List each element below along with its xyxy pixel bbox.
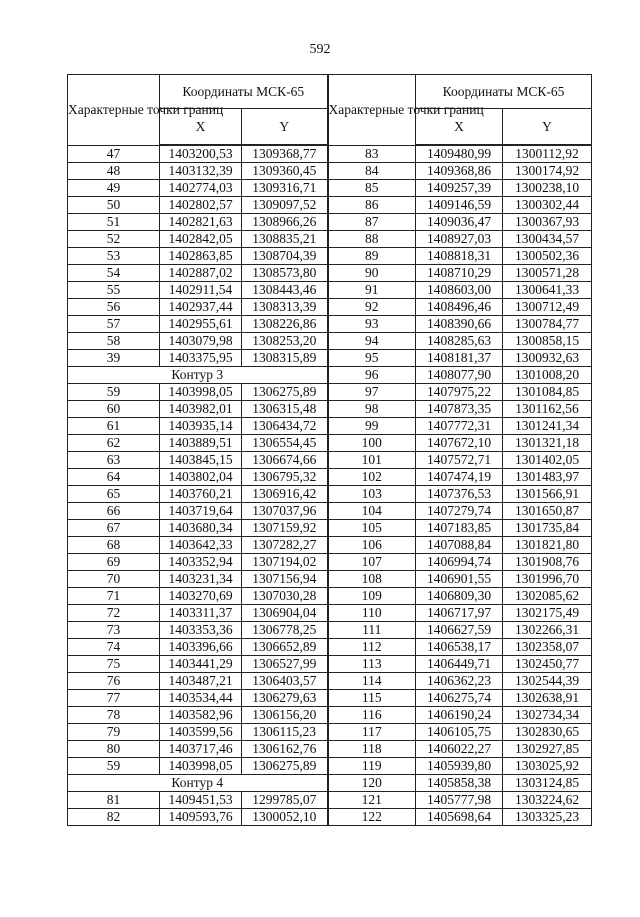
y-coordinate-cell: 1302085,62 (503, 588, 592, 605)
x-coordinate-cell: 1402887,02 (160, 265, 242, 282)
x-coordinate-cell: 1408710,29 (416, 265, 503, 282)
y-coordinate-cell: 1309097,52 (242, 197, 328, 214)
x-coordinate-cell: 1403982,01 (160, 401, 242, 418)
point-number-cell: 100 (328, 435, 416, 452)
y-coordinate-cell: 1300112,92 (503, 145, 592, 163)
x-coordinate-cell: 1403935,14 (160, 418, 242, 435)
header-y-left: Y (242, 109, 328, 146)
x-coordinate-cell: 1403200,53 (160, 145, 242, 163)
x-coordinate-cell: 1408077,90 (416, 367, 503, 384)
point-number-cell: 85 (328, 180, 416, 197)
y-coordinate-cell: 1306315,48 (242, 401, 328, 418)
point-number-cell: 91 (328, 282, 416, 299)
y-coordinate-cell: 1300302,44 (503, 197, 592, 214)
x-coordinate-cell: 1406275,74 (416, 690, 503, 707)
point-number-cell: 62 (68, 435, 160, 452)
point-number-cell: 99 (328, 418, 416, 435)
point-number-cell: 84 (328, 163, 416, 180)
x-coordinate-cell: 1403760,21 (160, 486, 242, 503)
x-coordinate-cell: 1402774,03 (160, 180, 242, 197)
page-number: 592 (309, 42, 331, 57)
table-row (68, 418, 592, 435)
y-coordinate-cell: 1308573,80 (242, 265, 328, 282)
table-row (68, 707, 592, 724)
y-coordinate-cell: 1300784,77 (503, 316, 592, 333)
point-number-cell: 122 (328, 809, 416, 826)
point-number-cell: 101 (328, 452, 416, 469)
point-number-cell: 110 (328, 605, 416, 622)
point-number-cell: 88 (328, 231, 416, 248)
x-coordinate-cell: 1407975,22 (416, 384, 503, 401)
table-row (68, 180, 592, 197)
point-number-cell: 76 (68, 673, 160, 690)
x-coordinate-cell: 1403998,05 (160, 758, 242, 775)
x-coordinate-cell: 1406449,71 (416, 656, 503, 673)
point-number-cell: 103 (328, 486, 416, 503)
x-coordinate-cell: 1409257,39 (416, 180, 503, 197)
y-coordinate-cell: 1302544,39 (503, 673, 592, 690)
point-number-cell: 86 (328, 197, 416, 214)
point-number-cell: 52 (68, 231, 160, 248)
table-row (68, 435, 592, 452)
x-coordinate-cell: 1402842,05 (160, 231, 242, 248)
point-number-cell: 66 (68, 503, 160, 520)
x-coordinate-cell: 1402863,85 (160, 248, 242, 265)
x-coordinate-cell: 1402821,63 (160, 214, 242, 231)
x-coordinate-cell: 1403231,34 (160, 571, 242, 588)
table-row (68, 588, 592, 605)
x-coordinate-cell: 1403998,05 (160, 384, 242, 401)
x-coordinate-cell: 1403132,39 (160, 163, 242, 180)
x-coordinate-cell: 1407183,85 (416, 520, 503, 537)
point-number-cell: 59 (68, 758, 160, 775)
x-coordinate-cell: 1403680,34 (160, 520, 242, 537)
x-coordinate-cell: 1407376,53 (416, 486, 503, 503)
x-coordinate-cell: 1407672,10 (416, 435, 503, 452)
point-number-cell: 87 (328, 214, 416, 231)
y-coordinate-cell: 1301402,05 (503, 452, 592, 469)
point-number-cell: 121 (328, 792, 416, 809)
x-coordinate-cell: 1405939,80 (416, 758, 503, 775)
point-number-cell: 50 (68, 197, 160, 214)
y-coordinate-cell: 1306674,66 (242, 452, 328, 469)
header-x-right: X (416, 109, 503, 146)
table-row (68, 554, 592, 571)
x-coordinate-cell: 1403487,21 (160, 673, 242, 690)
table-row (68, 622, 592, 639)
y-coordinate-cell: 1300367,93 (503, 214, 592, 231)
table-row (68, 503, 592, 520)
y-coordinate-cell: 1308315,89 (242, 350, 328, 367)
table-body (68, 145, 592, 826)
table-row (68, 520, 592, 537)
x-coordinate-cell: 1406717,97 (416, 605, 503, 622)
table-row (68, 724, 592, 741)
point-number-cell: 120 (328, 775, 416, 792)
point-number-cell: 63 (68, 452, 160, 469)
y-coordinate-cell: 1300641,33 (503, 282, 592, 299)
point-number-cell: 111 (328, 622, 416, 639)
y-coordinate-cell: 1300434,57 (503, 231, 592, 248)
point-number-cell: 48 (68, 163, 160, 180)
x-coordinate-cell: 1403311,37 (160, 605, 242, 622)
y-coordinate-cell: 1301241,34 (503, 418, 592, 435)
point-number-cell: 113 (328, 656, 416, 673)
y-coordinate-cell: 1307159,92 (242, 520, 328, 537)
table-row (68, 367, 592, 384)
table-row (68, 248, 592, 265)
point-number-cell: 114 (328, 673, 416, 690)
point-number-cell: 71 (68, 588, 160, 605)
y-coordinate-cell: 1301321,18 (503, 435, 592, 452)
x-coordinate-cell: 1408603,00 (416, 282, 503, 299)
y-coordinate-cell: 1301821,80 (503, 537, 592, 554)
point-number-cell: 53 (68, 248, 160, 265)
point-number-cell: 90 (328, 265, 416, 282)
table-row (68, 163, 592, 180)
y-coordinate-cell: 1308966,26 (242, 214, 328, 231)
x-coordinate-cell: 1406538,17 (416, 639, 503, 656)
point-number-cell: 83 (328, 145, 416, 163)
table-row (68, 656, 592, 673)
header-coords-right: Координаты МСК-65 (416, 75, 592, 109)
point-number-cell: 58 (68, 333, 160, 350)
table-row (68, 792, 592, 809)
point-number-cell: 69 (68, 554, 160, 571)
y-coordinate-cell: 1302450,77 (503, 656, 592, 673)
table-row (68, 333, 592, 350)
x-coordinate-cell: 1403845,15 (160, 452, 242, 469)
y-coordinate-cell: 1302175,49 (503, 605, 592, 622)
x-coordinate-cell: 1407772,31 (416, 418, 503, 435)
point-number-cell: 93 (328, 316, 416, 333)
header-x-left: X (160, 109, 242, 146)
table-row (68, 690, 592, 707)
x-coordinate-cell: 1403353,36 (160, 622, 242, 639)
x-coordinate-cell: 1406627,59 (416, 622, 503, 639)
table-row (68, 605, 592, 622)
table-row (68, 231, 592, 248)
x-coordinate-cell: 1409368,86 (416, 163, 503, 180)
point-number-cell: 57 (68, 316, 160, 333)
table-row (68, 571, 592, 588)
y-coordinate-cell: 1307282,27 (242, 537, 328, 554)
x-coordinate-cell: 1402802,57 (160, 197, 242, 214)
x-coordinate-cell: 1409146,59 (416, 197, 503, 214)
point-number-cell: 89 (328, 248, 416, 265)
x-coordinate-cell: 1403719,64 (160, 503, 242, 520)
x-coordinate-cell: 1405858,38 (416, 775, 503, 792)
y-coordinate-cell: 1309360,45 (242, 163, 328, 180)
x-coordinate-cell: 1403642,33 (160, 537, 242, 554)
y-coordinate-cell: 1301650,87 (503, 503, 592, 520)
y-coordinate-cell: 1302830,65 (503, 724, 592, 741)
x-coordinate-cell: 1408285,63 (416, 333, 503, 350)
y-coordinate-cell: 1303224,62 (503, 792, 592, 809)
y-coordinate-cell: 1303325,23 (503, 809, 592, 826)
y-coordinate-cell: 1307194,02 (242, 554, 328, 571)
table-row (68, 741, 592, 758)
x-coordinate-cell: 1403582,96 (160, 707, 242, 724)
y-coordinate-cell: 1301008,20 (503, 367, 592, 384)
y-coordinate-cell: 1300571,28 (503, 265, 592, 282)
x-coordinate-cell: 1409036,47 (416, 214, 503, 231)
point-number-cell: 70 (68, 571, 160, 588)
table-row (68, 350, 592, 367)
point-number-cell: 65 (68, 486, 160, 503)
x-coordinate-cell: 1403889,51 (160, 435, 242, 452)
point-number-cell: 51 (68, 214, 160, 231)
x-coordinate-cell: 1403717,46 (160, 741, 242, 758)
y-coordinate-cell: 1306162,76 (242, 741, 328, 758)
point-number-cell: 67 (68, 520, 160, 537)
point-number-cell: 47 (68, 145, 160, 163)
point-number-cell: 97 (328, 384, 416, 401)
y-coordinate-cell: 1307156,94 (242, 571, 328, 588)
y-coordinate-cell: 1306527,99 (242, 656, 328, 673)
x-coordinate-cell: 1408818,31 (416, 248, 503, 265)
x-coordinate-cell: 1403079,98 (160, 333, 242, 350)
point-number-cell: 80 (68, 741, 160, 758)
y-coordinate-cell: 1301908,76 (503, 554, 592, 571)
table-row (68, 452, 592, 469)
y-coordinate-cell: 1302266,31 (503, 622, 592, 639)
y-coordinate-cell: 1303025,92 (503, 758, 592, 775)
x-coordinate-cell: 1406809,30 (416, 588, 503, 605)
x-coordinate-cell: 1407873,35 (416, 401, 503, 418)
x-coordinate-cell: 1407474,19 (416, 469, 503, 486)
table-row (68, 537, 592, 554)
y-coordinate-cell: 1306434,72 (242, 418, 328, 435)
y-coordinate-cell: 1306115,23 (242, 724, 328, 741)
y-coordinate-cell: 1300858,15 (503, 333, 592, 350)
point-number-cell: 56 (68, 299, 160, 316)
point-number-cell: 119 (328, 758, 416, 775)
point-number-cell: 98 (328, 401, 416, 418)
x-coordinate-cell: 1405698,64 (416, 809, 503, 826)
point-number-cell: 61 (68, 418, 160, 435)
y-coordinate-cell: 1302927,85 (503, 741, 592, 758)
table-row (68, 486, 592, 503)
y-coordinate-cell: 1306279,63 (242, 690, 328, 707)
table-row (68, 145, 592, 163)
point-number-cell: 104 (328, 503, 416, 520)
y-coordinate-cell: 1306554,45 (242, 435, 328, 452)
point-number-cell: 82 (68, 809, 160, 826)
y-coordinate-cell: 1303124,85 (503, 775, 592, 792)
table-row (68, 401, 592, 418)
table-row (68, 384, 592, 401)
y-coordinate-cell: 1300238,10 (503, 180, 592, 197)
y-coordinate-cell: 1309368,77 (242, 145, 328, 163)
y-coordinate-cell: 1308313,39 (242, 299, 328, 316)
y-coordinate-cell: 1300712,49 (503, 299, 592, 316)
point-number-cell: 95 (328, 350, 416, 367)
x-coordinate-cell: 1406362,23 (416, 673, 503, 690)
x-coordinate-cell: 1403375,95 (160, 350, 242, 367)
point-number-cell: 117 (328, 724, 416, 741)
x-coordinate-cell: 1409593,76 (160, 809, 242, 826)
x-coordinate-cell: 1407088,84 (416, 537, 503, 554)
y-coordinate-cell: 1307037,96 (242, 503, 328, 520)
point-number-cell: 107 (328, 554, 416, 571)
point-number-cell: 73 (68, 622, 160, 639)
x-coordinate-cell: 1407572,71 (416, 452, 503, 469)
y-coordinate-cell: 1306904,04 (242, 605, 328, 622)
y-coordinate-cell: 1309316,71 (242, 180, 328, 197)
table-row (68, 758, 592, 775)
y-coordinate-cell: 1306652,89 (242, 639, 328, 656)
x-coordinate-cell: 1403396,66 (160, 639, 242, 656)
table-row (68, 316, 592, 333)
y-coordinate-cell: 1302638,91 (503, 690, 592, 707)
x-coordinate-cell: 1403352,94 (160, 554, 242, 571)
point-number-cell: 54 (68, 265, 160, 282)
y-coordinate-cell: 1308704,39 (242, 248, 328, 265)
header-y-right: Y (503, 109, 592, 146)
y-coordinate-cell: 1301084,85 (503, 384, 592, 401)
y-coordinate-cell: 1300932,63 (503, 350, 592, 367)
x-coordinate-cell: 1402911,54 (160, 282, 242, 299)
x-coordinate-cell: 1408496,46 (416, 299, 503, 316)
y-coordinate-cell: 1308835,21 (242, 231, 328, 248)
y-coordinate-cell: 1308253,20 (242, 333, 328, 350)
y-coordinate-cell: 1307030,28 (242, 588, 328, 605)
y-coordinate-cell: 1301566,91 (503, 486, 592, 503)
y-coordinate-cell: 1306916,42 (242, 486, 328, 503)
x-coordinate-cell: 1403599,56 (160, 724, 242, 741)
x-coordinate-cell: 1402937,44 (160, 299, 242, 316)
y-coordinate-cell: 1302358,07 (503, 639, 592, 656)
y-coordinate-cell: 1300502,36 (503, 248, 592, 265)
y-coordinate-cell: 1301735,84 (503, 520, 592, 537)
table-row (68, 265, 592, 282)
x-coordinate-cell: 1406022,27 (416, 741, 503, 758)
coordinates-table (67, 74, 592, 826)
x-coordinate-cell: 1403534,44 (160, 690, 242, 707)
point-number-cell: 74 (68, 639, 160, 656)
x-coordinate-cell: 1406190,24 (416, 707, 503, 724)
point-number-cell: 106 (328, 537, 416, 554)
point-number-cell: 75 (68, 656, 160, 673)
y-coordinate-cell: 1301162,56 (503, 401, 592, 418)
table-row (68, 299, 592, 316)
y-coordinate-cell: 1308443,46 (242, 282, 328, 299)
y-coordinate-cell: 1302734,34 (503, 707, 592, 724)
contour-label: Контур 4 (68, 775, 328, 792)
y-coordinate-cell: 1306795,32 (242, 469, 328, 486)
table-row (68, 282, 592, 299)
x-coordinate-cell: 1403802,04 (160, 469, 242, 486)
point-number-cell: 55 (68, 282, 160, 299)
point-number-cell: 59 (68, 384, 160, 401)
x-coordinate-cell: 1409480,99 (416, 145, 503, 163)
point-number-cell: 108 (328, 571, 416, 588)
table-row (68, 809, 592, 826)
x-coordinate-cell: 1403441,29 (160, 656, 242, 673)
point-number-cell: 105 (328, 520, 416, 537)
point-number-cell: 60 (68, 401, 160, 418)
y-coordinate-cell: 1306778,25 (242, 622, 328, 639)
x-coordinate-cell: 1409451,53 (160, 792, 242, 809)
point-number-cell: 72 (68, 605, 160, 622)
point-number-cell: 77 (68, 690, 160, 707)
table-row (68, 197, 592, 214)
contour-label: Контур 3 (68, 367, 328, 384)
point-number-cell: 68 (68, 537, 160, 554)
point-number-cell: 96 (328, 367, 416, 384)
point-number-cell: 102 (328, 469, 416, 486)
y-coordinate-cell: 1301996,70 (503, 571, 592, 588)
x-coordinate-cell: 1407279,74 (416, 503, 503, 520)
point-number-cell: 78 (68, 707, 160, 724)
y-coordinate-cell: 1299785,07 (242, 792, 328, 809)
y-coordinate-cell: 1300174,92 (503, 163, 592, 180)
y-coordinate-cell: 1306275,89 (242, 758, 328, 775)
header-coords-left: Координаты МСК-65 (160, 75, 328, 109)
y-coordinate-cell: 1306156,20 (242, 707, 328, 724)
y-coordinate-cell: 1306403,57 (242, 673, 328, 690)
table-row (68, 214, 592, 231)
point-number-cell: 39 (68, 350, 160, 367)
x-coordinate-cell: 1408181,37 (416, 350, 503, 367)
point-number-cell: 115 (328, 690, 416, 707)
y-coordinate-cell: 1308226,86 (242, 316, 328, 333)
x-coordinate-cell: 1408390,66 (416, 316, 503, 333)
table-row (68, 673, 592, 690)
header-points-left: Характерные точки границ (68, 75, 160, 146)
point-number-cell: 79 (68, 724, 160, 741)
header-points-right: Характерные точки границ (328, 75, 416, 146)
point-number-cell: 109 (328, 588, 416, 605)
x-coordinate-cell: 1406105,75 (416, 724, 503, 741)
x-coordinate-cell: 1402955,61 (160, 316, 242, 333)
point-number-cell: 94 (328, 333, 416, 350)
point-number-cell: 116 (328, 707, 416, 724)
x-coordinate-cell: 1403270,69 (160, 588, 242, 605)
point-number-cell: 92 (328, 299, 416, 316)
point-number-cell: 64 (68, 469, 160, 486)
point-number-cell: 118 (328, 741, 416, 758)
point-number-cell: 112 (328, 639, 416, 656)
table-row (68, 639, 592, 656)
y-coordinate-cell: 1300052,10 (242, 809, 328, 826)
point-number-cell: 49 (68, 180, 160, 197)
x-coordinate-cell: 1405777,98 (416, 792, 503, 809)
x-coordinate-cell: 1408927,03 (416, 231, 503, 248)
point-number-cell: 81 (68, 792, 160, 809)
y-coordinate-cell: 1306275,89 (242, 384, 328, 401)
table-row (68, 469, 592, 486)
x-coordinate-cell: 1406901,55 (416, 571, 503, 588)
x-coordinate-cell: 1406994,74 (416, 554, 503, 571)
y-coordinate-cell: 1301483,97 (503, 469, 592, 486)
table-row (68, 775, 592, 792)
